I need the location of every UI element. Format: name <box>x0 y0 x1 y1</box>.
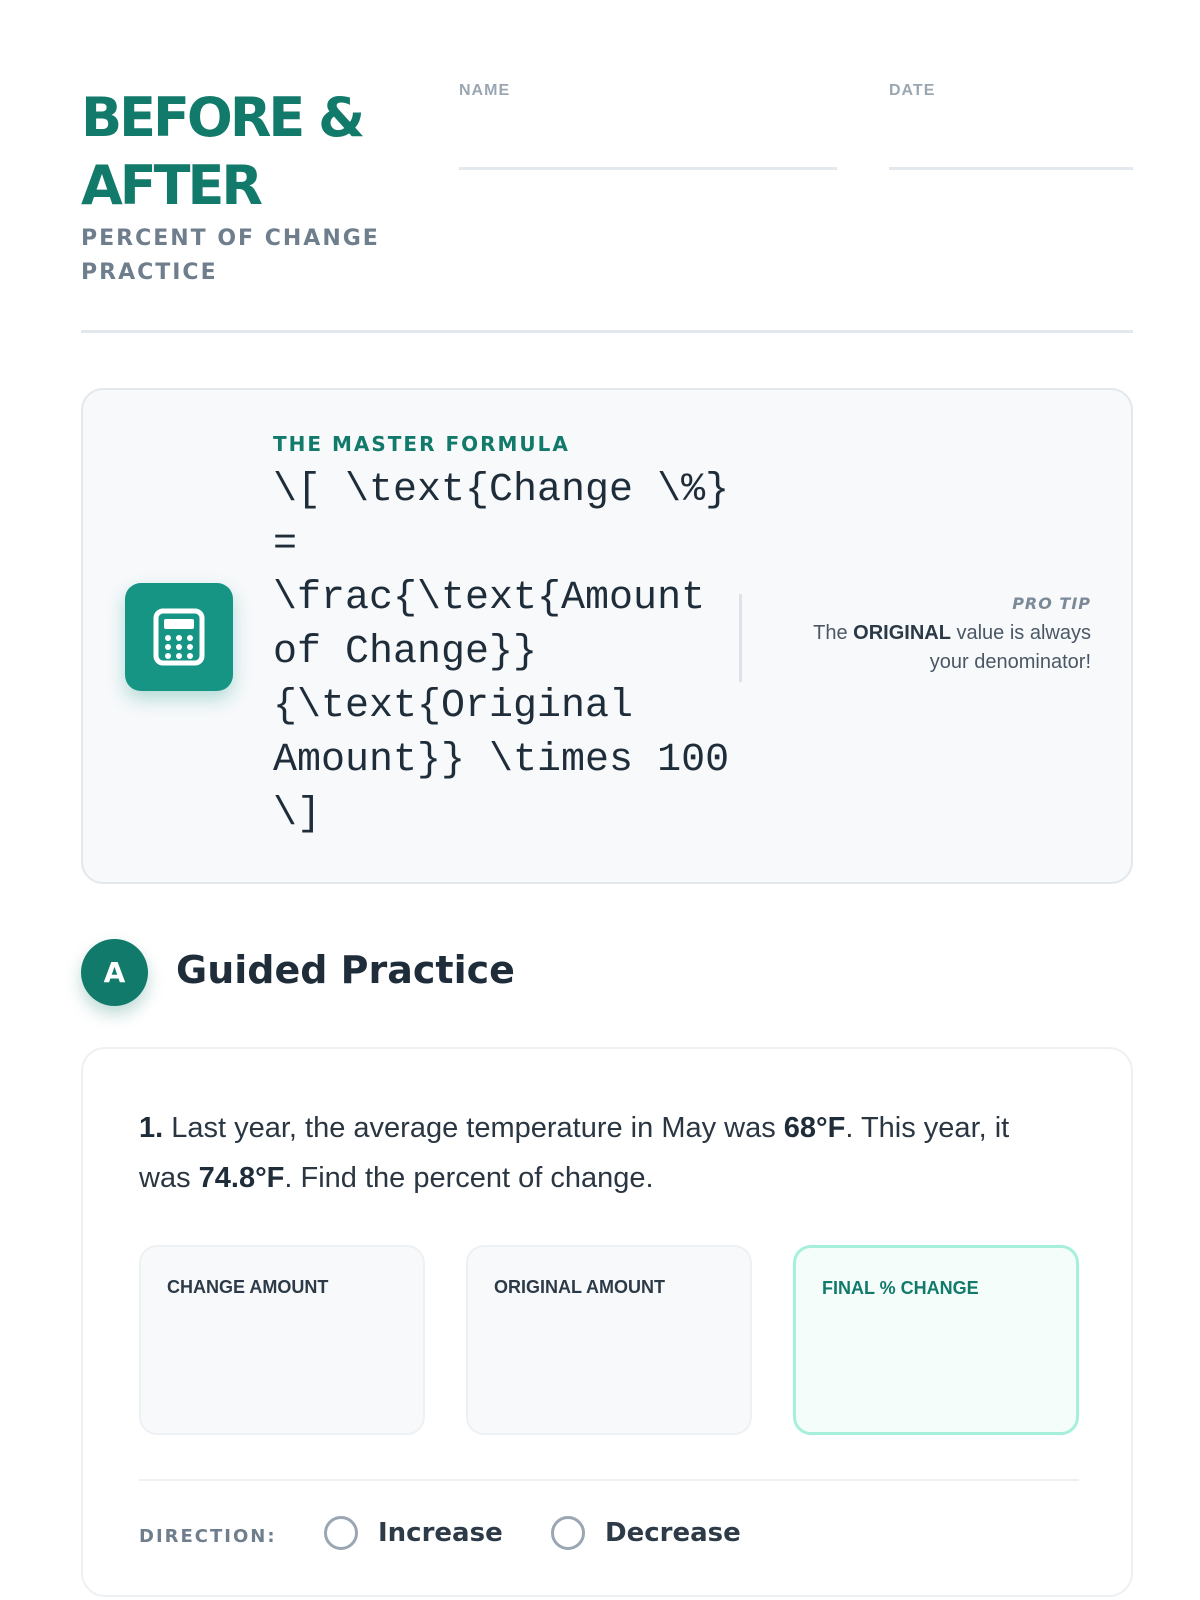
direction-label: DIRECTION: <box>139 1526 277 1547</box>
increase-radio[interactable] <box>324 1513 503 1553</box>
date-label: DATE <box>889 82 936 99</box>
worksheet-subtitle: PERCENT OF CHANGE PRACTICE <box>81 226 380 285</box>
pro-tip-body: The ORIGINAL value is always your denominator! <box>813 622 1091 673</box>
worksheet-title: BEFORE & AFTER <box>81 86 363 217</box>
original-amount-box[interactable] <box>466 1245 752 1435</box>
formula-label: THE MASTER FORMULA <box>273 432 570 456</box>
problem-card <box>81 1047 1133 1597</box>
formula-text: \[ \text{Change \%} = \frac{\text{Amount of Change}}{\text{Original Amount}} \times 100 \] <box>273 468 730 837</box>
name-input-line[interactable] <box>459 167 837 170</box>
decrease-radio[interactable] <box>551 1513 741 1553</box>
problem-statement: 1. Last year, the average temperature in May was 68°F. This year, it was 74.8°F. Find the percent of change. <box>139 1112 1010 1194</box>
name-label: NAME <box>459 82 511 99</box>
date-field[interactable] <box>889 82 1133 100</box>
date-input-line[interactable] <box>889 167 1133 170</box>
calculator-icon <box>125 583 233 691</box>
worksheet-header <box>81 0 1133 333</box>
problem-number: 1. <box>139 1112 164 1144</box>
section-title: Guided Practice <box>176 948 515 992</box>
final-percent-change-label: FINAL % CHANGE <box>822 1278 979 1298</box>
pro-tip-title: PRO TIP <box>1012 594 1091 613</box>
final-percent-change-box[interactable] <box>793 1245 1079 1435</box>
card-divider <box>139 1479 1079 1481</box>
section-badge: A <box>81 939 148 1006</box>
original-amount-label: ORIGINAL AMOUNT <box>494 1277 665 1297</box>
pro-tip <box>771 594 1091 677</box>
change-amount-box[interactable] <box>139 1245 425 1435</box>
radio-circle-icon[interactable] <box>551 1516 585 1550</box>
radio-circle-icon[interactable] <box>324 1516 358 1550</box>
name-field[interactable] <box>459 82 837 100</box>
decrease-label: Decrease <box>605 1518 741 1548</box>
formula-card <box>81 388 1133 884</box>
change-amount-label: CHANGE AMOUNT <box>167 1277 329 1297</box>
formula-divider <box>739 594 742 682</box>
increase-label: Increase <box>378 1518 503 1548</box>
